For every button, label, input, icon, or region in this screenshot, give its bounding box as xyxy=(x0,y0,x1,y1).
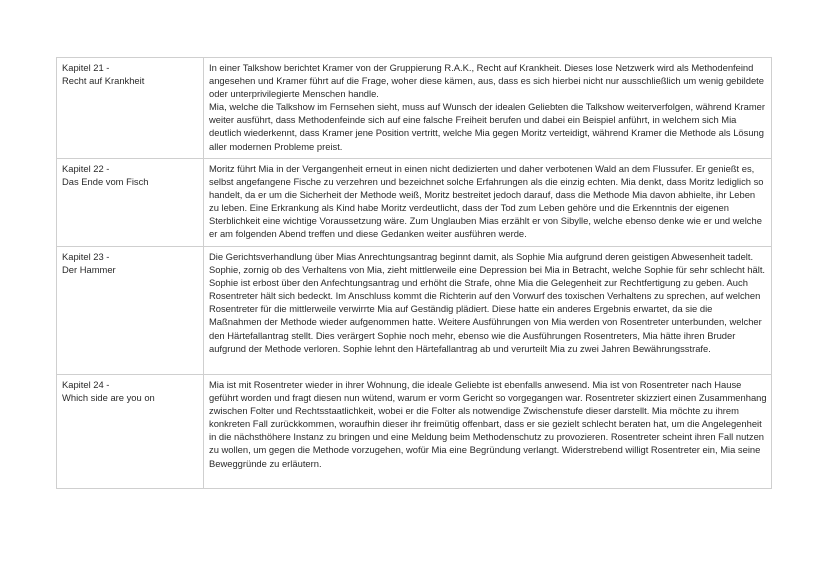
chapter-summary-cell xyxy=(204,159,772,247)
summary-paragraph: Mia, welche die Talkshow im Fernsehen sieht, muss auf Wunsch der idealen Geliebten die Talkshow weiterverfolgen, während Kramer weiter ausführt, dass Methodenfeinde sich auf eine falsche Freiheit berufen und dabei ein Beispiel anführt, in welchem sich Mia deutlich wiederkennt, dass Kramer jene Position vertritt, welche Mia gegen Moritz verteidigt, während Kramer die Methode als Lösung aller modernen Probleme preist. xyxy=(209,101,766,152)
chapter-title: Which side are you on xyxy=(62,392,155,404)
table-row xyxy=(57,159,772,247)
table-row xyxy=(57,58,772,159)
chapter-summary-cell xyxy=(204,247,772,375)
summary-paragraph: Moritz führt Mia in der Vergangenheit erneut in einen nicht dedizierten und daher verbotenen Wald an dem Flussufer. Er genießt es, selbst angefangene Fische zu verzehren und bezeichnet solche Erfahrungen als die einzig echten. Mia denkt, dass Moritz lediglich so handelt, da er um die Sicherheit der Methode weiß, Moritz bestreitet jedoch darauf, dass die Methode Mia davon abhielte, ihr Leben zu leben. Eine Erkrankung als Kind habe Moritz verdeutlicht, dass der Tod zum Leben gehöre und die Erkenntnis der eigenen Sterblichkeit eine wichtige Voraussetzung wäre. Zum Unglauben Mias erzählt er von Sibylle, welche ebenso denke wie er und welche er am folgenden Abend treffen und diese Gedanken weiter ausführen werde. xyxy=(209,163,764,240)
chapter-title-cell xyxy=(57,159,204,247)
chapter-title: Das Ende vom Fisch xyxy=(62,176,149,188)
summary-paragraph: Die Gerichtsverhandlung über Mias Anrechtungsantrag beginnt damit, als Sophie Mia aufgrund deren geistigen Abwesenheit tadelt. Sophie, zornig ob des Verhaltens von Mia, zieht mittlerweile eine Depression bei Mia in Betracht, welche Sophie für sehr schlecht hält. Sophie ist erbost über den Anfechtungsantrag und erhöht die Strafe, ohne Mia die Gelegenheit zur Rechtfertigung zu geben. Auch Rosentreter hält sich bedeckt. Im Anschluss kommt die Richterin auf den Vorwurf des toxischen Verhaltens zu sprechen, auf welchen Rosentreter für die mittlerweile verwirrte Mia auf Geständig plädiert. Diese hatte ein anderes Ergebnis erwartet, da sie die Maßnahmen der Methode wieder aufgenommen hatte. Weitere Ausführungen von Mia werden von Rosentreter unterbunden, welcher den Härtefallantrag stellt. Dies verärgert Sophie noch mehr, ebenso wie die Ausführungen Rosentreters, Mia hätte ihren Bruder aufgrund der Methode verloren. Sophie lehnt den Härtefallantrag ab und verurteilt Mia zu zwei Jahren Bewährungsstrafe. xyxy=(209,251,766,354)
chapter-number: Kapitel 21 - xyxy=(62,62,110,73)
table-row xyxy=(57,375,772,489)
chapter-title: Recht auf Krankheit xyxy=(62,75,145,87)
chapter-number: Kapitel 23 - xyxy=(62,251,110,262)
chapter-summary-cell xyxy=(204,58,772,159)
chapter-title-cell xyxy=(57,58,204,159)
chapter-summary-cell xyxy=(204,375,772,489)
chapter-summary-table xyxy=(56,57,772,489)
chapter-title-cell xyxy=(57,247,204,375)
chapter-title-cell xyxy=(57,375,204,489)
chapter-number: Kapitel 22 - xyxy=(62,163,110,174)
table-row xyxy=(57,247,772,375)
chapter-title: Der Hammer xyxy=(62,264,116,276)
summary-paragraph: In einer Talkshow berichtet Kramer von der Gruppierung R.A.K., Recht auf Krankheit. Dieses lose Netzwerk wird als Methodenfeind angesehen und Kramer führt auf die Frage, woher diese kämen, aus, dass es sich hierbei nicht nur ausschließlich um wenig gebildete oder unterprivilegierte Menschen handle. xyxy=(209,62,764,100)
chapter-number: Kapitel 24 - xyxy=(62,379,110,390)
summary-paragraph: Mia ist mit Rosentreter wieder in ihrer Wohnung, die ideale Geliebte ist ebenfalls anwesend. Mia ist von Rosentreter nach Hause geführt worden und fragt diesen nun wütend, warum er vorm Gericht so vorgegangen war. Rosentreter skizziert einen Zusammenhang zwischen Folter und Rechtsstaatlichkeit, wobei er die Folter als notwendige Zwischenstufe dieser darstellt. Mia möchte zu ihrem konkreten Fall zurückkommen, woraufhin dieser ihr freimütig offenbart, dass er sie gezielt schlecht beraten hat, um die Angelegenheit in die nächsthöhere Instanz zu bringen und eine Meldung beim Methodenschutz zu provozieren. Rosentreter scheint ihren Fall nutzen zu wollen, um gegen die Methode vorzugehen, wofür Mia eine Begründung verlangt. Widerstrebend willigt Rosentreter ein, Mia seine Beweggründe zu erläutern. xyxy=(209,379,767,469)
